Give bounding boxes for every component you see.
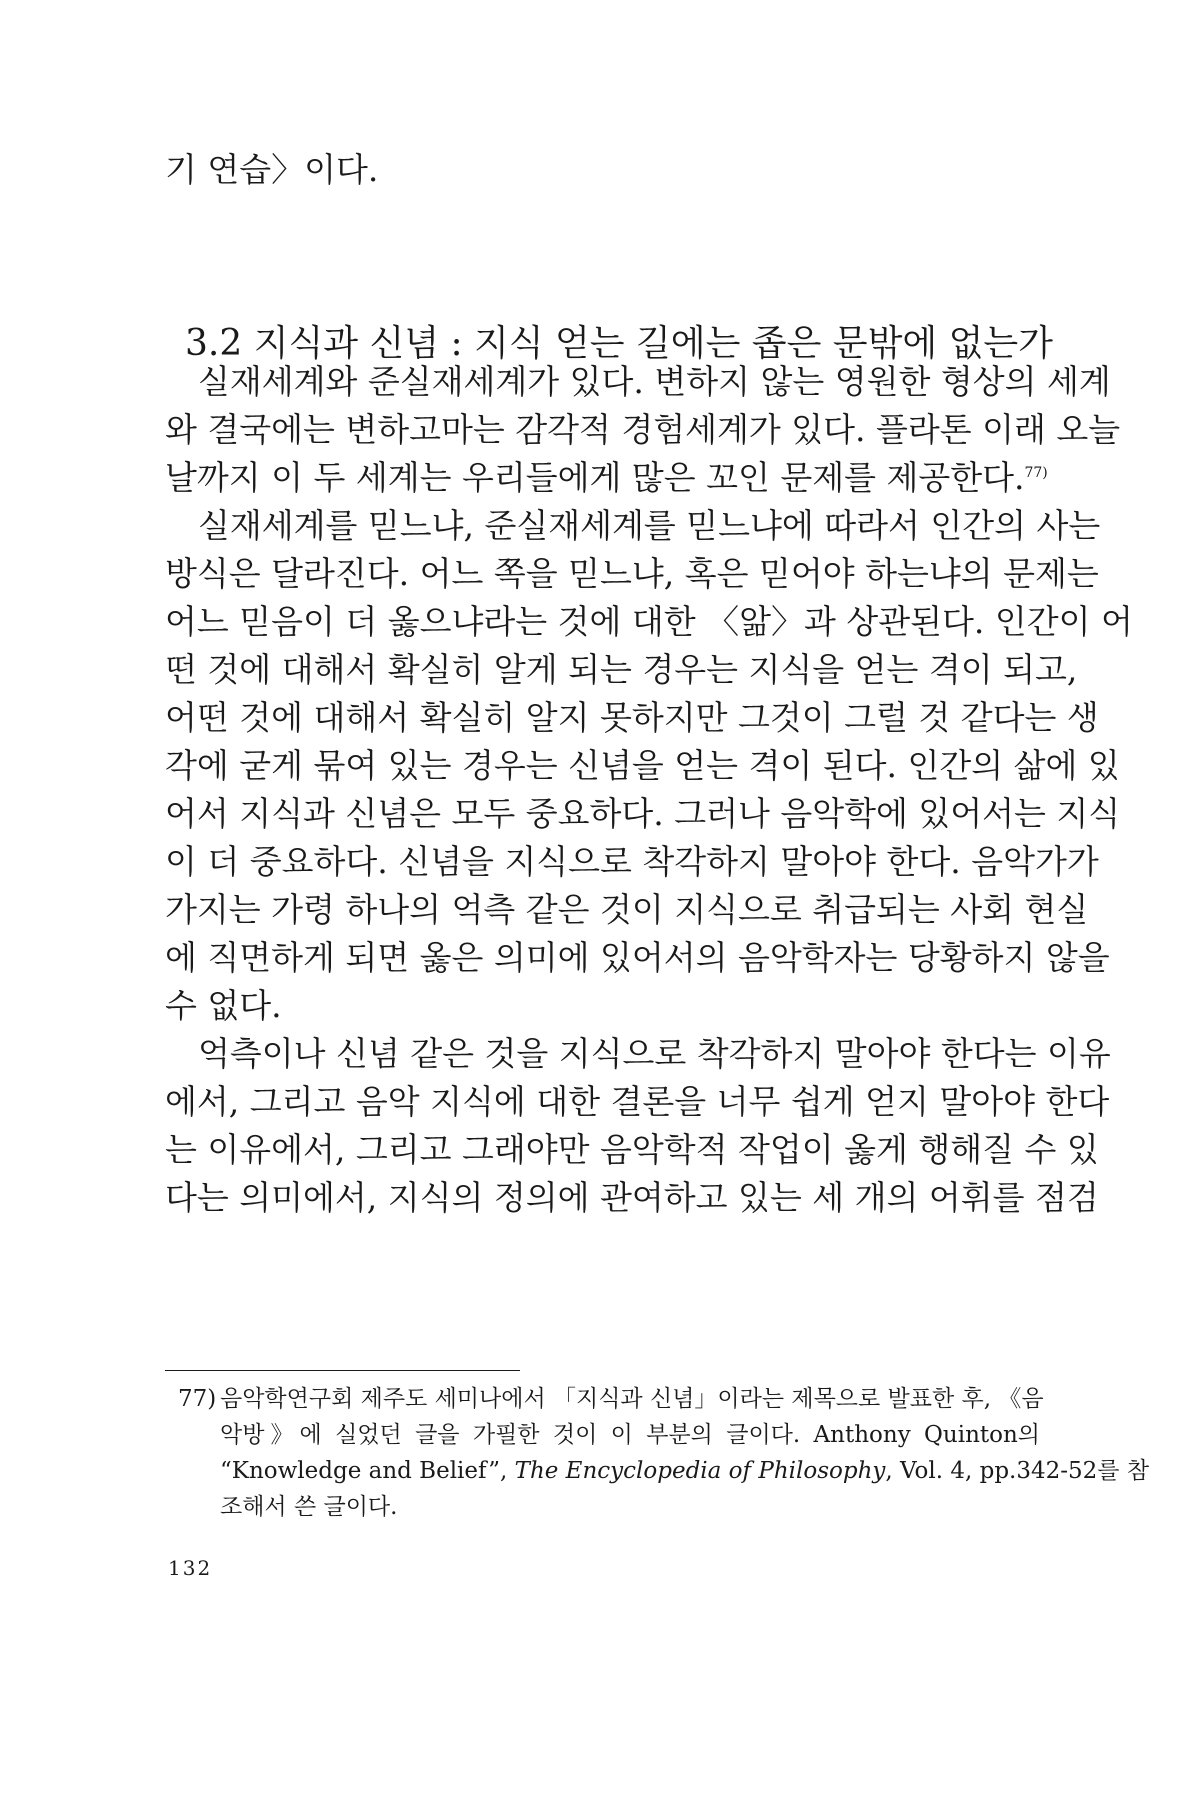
footnote-line-4: 조해서 쓴 글이다. — [220, 1494, 398, 1520]
footnote-line-3 — [220, 1453, 1150, 1489]
section-heading: 3.2 지식과 신념 : 지식 얻는 길에는 좁은 문밖에 없는가 — [185, 323, 1053, 364]
footnote-marker: 77) — [1024, 465, 1048, 481]
paragraph-2-line-7: 어서 지식과 신념은 모두 중요하다. 그러나 음악학에 있어서는 지식 — [165, 794, 1121, 833]
paragraph-2-line-1: 실재세계를 믿느냐, 준실재세계를 믿느냐에 따라서 인간의 사는 — [198, 506, 1101, 545]
footnote-divider — [165, 1370, 520, 1371]
paragraph-3-line-4: 다는 의미에서, 지식의 정의에 관여하고 있는 세 개의 어휘를 점검 — [165, 1178, 1099, 1217]
paragraph-3-line-2: 에서, 그리고 음악 지식에 대한 결론을 너무 쉽게 얻지 말아야 한다 — [165, 1082, 1110, 1121]
paragraph-3-line-3: 는 이유에서, 그리고 그래야만 음악학적 작업이 옳게 행해질 수 있 — [165, 1130, 1099, 1169]
paragraph-2-line-8: 이 더 중요하다. 신념을 지식으로 착각하지 말아야 한다. 음악가가 — [165, 842, 1099, 881]
paragraph-1-line-2: 와 결국에는 변하고마는 감각적 경험세계가 있다. 플라톤 이래 오늘 — [165, 410, 1121, 449]
footnote-line-2: 악방》에 실었던 글을 가필한 것이 이 부분의 글이다. Anthony Quinton의 — [220, 1422, 1040, 1448]
carryover-line: 기 연습〉이다. — [165, 150, 379, 189]
footnote-line-1: 음악학연구회 제주도 세미나에서 「지식과 신념」이라는 제목으로 발표한 후, 《음 — [220, 1386, 1044, 1412]
paragraph-2-line-5: 어떤 것에 대해서 확실히 알지 못하지만 그것이 그럴 것 같다는 생 — [165, 698, 1099, 737]
paragraph-2-line-2: 방식은 달라진다. 어느 쪽을 믿느냐, 혹은 믿어야 하는냐의 문제는 — [165, 554, 1099, 593]
paragraph-2-line-10: 에 직면하게 되면 옳은 의미에 있어서의 음악학자는 당황하지 않을 — [165, 938, 1110, 977]
encyclopedia-title: The Encyclopedia of Philosophy — [514, 1458, 886, 1484]
page-number: 132 — [168, 1556, 213, 1580]
paragraph-2-line-3: 어느 믿음이 더 옳으냐라는 것에 대한 〈앎〉과 상관된다. 인간이 어 — [165, 602, 1133, 641]
paragraph-2-line-6: 각에 굳게 묶여 있는 경우는 신념을 얻는 격이 된다. 인간의 삶에 있 — [165, 746, 1120, 785]
paragraph-2-line-9: 가지는 가령 하나의 억측 같은 것이 지식으로 취급되는 사회 현실 — [165, 890, 1089, 929]
footnote-number: 77) — [178, 1386, 217, 1412]
footnote-line-3-end: , Vol. 4, pp.342-52를 참 — [885, 1458, 1150, 1484]
paragraph-1-line-1: 실재세계와 준실재세계가 있다. 변하지 않는 영원한 형상의 세계 — [198, 362, 1111, 401]
paragraph-1-line-3-text: 날까지 이 두 세계는 우리들에게 많은 꼬인 문제를 제공한다. — [165, 458, 1025, 497]
footnote-line-3-start: “Knowledge and Belief”, — [220, 1458, 515, 1484]
paragraph-2-line-11: 수 없다. — [165, 986, 282, 1025]
paragraph-2-line-4: 떤 것에 대해서 확실히 알게 되는 경우는 지식을 얻는 격이 되고, — [165, 650, 1078, 689]
paragraph-3-line-1: 억측이나 신념 같은 것을 지식으로 착각하지 말아야 한다는 이유 — [198, 1034, 1111, 1073]
paragraph-1-line-3 — [165, 454, 1048, 502]
